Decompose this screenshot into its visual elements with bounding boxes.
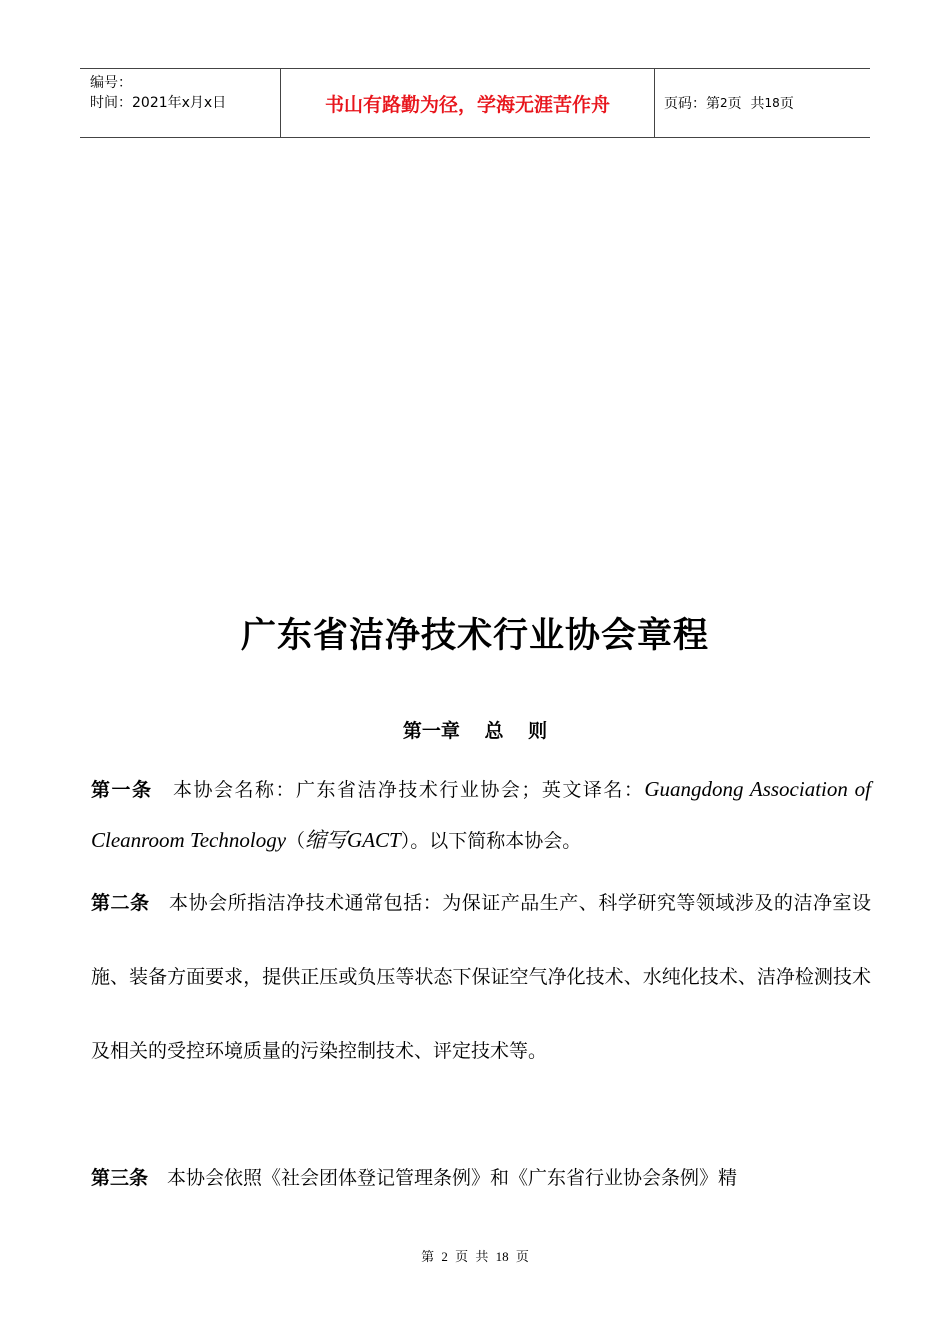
article-label: 第三条 (91, 1167, 149, 1189)
document-title: 广东省洁净技术行业协会章程 (240, 616, 709, 656)
article-1 (91, 764, 871, 866)
header-page-info (655, 69, 870, 137)
article-text: ）。以下简称本协会。 (400, 830, 582, 852)
page-footer: 第 2 页 共 18 页 (421, 1249, 529, 1264)
page-suffix: 页 (779, 96, 794, 112)
page-mid: 页 共 (727, 96, 765, 112)
article-3 (91, 1156, 871, 1200)
header-meta (80, 69, 281, 137)
page-prefix: 页码：第 (664, 96, 720, 112)
page-header (80, 68, 870, 138)
article-label: 第一条 (91, 779, 153, 801)
article-2 (91, 866, 871, 1088)
header-motto: 书山有路勤为径，学海无涯苦作舟 (281, 69, 655, 137)
page-current: 2 (720, 96, 728, 110)
article-text: 本协会依照《社会团体登记管理条例》和《广东省行业协会条例》精 (148, 1167, 738, 1189)
article-text: （ (286, 830, 306, 852)
article-text: 本协会所指洁净技术通常包括：为保证产品生产、科学研究等领域涉及的洁净室设施、装备方面要求，提供正压或负压等状态下保证空气净化技术、水纯化技术、洁净检测技术及相关的受控环境质量的污染控制技术、评定技术等。 (91, 892, 871, 1062)
document-time-label: 时间：2021年x月x日 (90, 95, 227, 111)
article-label: 第二条 (91, 892, 150, 914)
page-total: 18 (764, 96, 780, 110)
article-english-name: Guangdong Association of Cleanroom Technology (91, 777, 871, 852)
article-abbreviation: 缩写GACT (305, 828, 401, 852)
article-text: 本协会名称：广东省洁净技术行业协会；英文译名： (152, 779, 645, 801)
document-number-label: 编号： (90, 75, 132, 91)
chapter-heading: 第一章 总 则 (402, 720, 548, 742)
